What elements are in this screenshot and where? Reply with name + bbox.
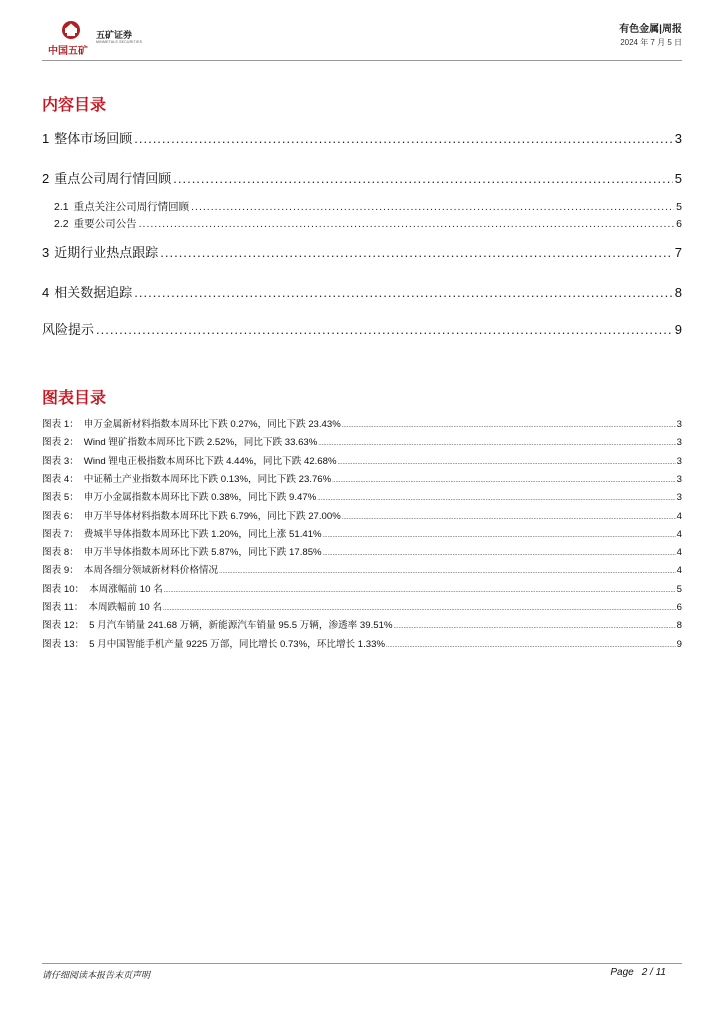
figure-entry-page: 5	[676, 583, 682, 595]
figure-entry-text: Wind 锂矿指数本周环比下跌 2.52%，同比下跌 33.63%	[83, 437, 318, 449]
toc-entry-page: 9	[674, 322, 682, 337]
toc-entry-1[interactable]	[42, 128, 682, 147]
figure-leader	[342, 515, 676, 521]
figure-entry-page: 4	[676, 547, 682, 559]
figure-entry-4[interactable]	[42, 471, 682, 485]
toc-entry-page: 6	[676, 218, 682, 230]
figure-entry-label: 图表 10：	[42, 583, 85, 595]
figure-leader	[323, 533, 676, 539]
figure-entry-5[interactable]	[42, 489, 682, 503]
footer-divider	[42, 963, 682, 964]
figure-leader	[317, 496, 675, 502]
minmetals-emblem-icon	[61, 20, 81, 40]
toc-leader	[96, 322, 673, 337]
page-indicator	[610, 967, 666, 978]
figure-entry-page: 3	[676, 473, 682, 485]
figure-entry-10[interactable]	[42, 581, 682, 595]
toc-entry-2[interactable]	[42, 168, 682, 187]
figure-entry-text: 申万金属新材料指数本周环比下跌 0.27%，同比下跌 23.43%	[83, 419, 341, 430]
report-date: 2024 年 7 月 5 日	[620, 38, 682, 47]
toc-entry-label: 重点关注公司周行情回顾	[73, 201, 190, 213]
toc-entry-label: 重要公司公告	[73, 218, 137, 230]
toc-entry-number: 1	[42, 131, 50, 146]
toc-entry-number: 3	[42, 245, 50, 260]
figure-entry-1[interactable]	[42, 416, 682, 430]
figure-entry-text: 申万半导体指数本周环比下跌 5.87%，同比下跌 17.85%	[83, 547, 322, 559]
figure-entry-page: 4	[676, 510, 682, 522]
figure-entry-12[interactable]	[42, 617, 682, 631]
page-word: Page	[610, 967, 634, 978]
figure-entry-11[interactable]	[42, 599, 682, 613]
figure-entry-page: 8	[676, 620, 682, 632]
figure-entry-13[interactable]	[42, 636, 682, 650]
figure-entry-page: 9	[676, 638, 682, 650]
figure-entry-8[interactable]	[42, 544, 682, 558]
figure-entry-text: 申万小金属指数本周环比下跌 0.38%，同比下跌 9.47%	[83, 492, 317, 504]
figure-entry-text: 本周各细分领域新材料价格情况	[83, 565, 219, 577]
toc-entry-label: 近期行业热点跟踪	[54, 245, 159, 260]
figure-entry-label: 图表 6：	[42, 510, 79, 522]
page-current: 2	[641, 967, 648, 978]
figure-entry-label: 图表 7：	[42, 528, 79, 540]
figure-entry-text: 本周涨幅前 10 名	[89, 583, 163, 595]
figure-entry-text: 中证稀土产业指数本周环比下跌 0.13%，同比下跌 23.76%	[83, 473, 332, 485]
figure-entry-page: 4	[676, 565, 682, 577]
figure-entry-7[interactable]	[42, 526, 682, 540]
toc-leader	[134, 131, 673, 146]
figure-entry-label: 图表 1：	[42, 419, 79, 430]
figure-entry-label: 图表 9：	[42, 565, 79, 577]
figure-leader	[342, 423, 676, 429]
logo-text-securities: 五矿证券	[96, 30, 133, 40]
toc-entry-2-2[interactable]	[42, 216, 682, 231]
toc-entry-page: 5	[674, 171, 682, 186]
toc-leader	[191, 201, 674, 213]
figure-leader	[332, 478, 676, 484]
figure-entry-text: 本周跌幅前 10 名	[88, 602, 162, 613]
toc-entry-page: 5	[676, 201, 682, 213]
toc-entry-risk[interactable]	[42, 319, 682, 338]
figure-leader	[219, 569, 676, 575]
toc-entry-label: 整体市场回顾	[54, 131, 133, 146]
toc-entry-3[interactable]	[42, 242, 682, 261]
figure-entry-label: 图表 3：	[42, 455, 79, 467]
figure-entry-label: 图表 5：	[42, 492, 79, 504]
page-separator: /	[650, 967, 653, 978]
logo-text-cn: 中国五矿	[48, 46, 88, 57]
toc-entry-number: 2.2	[54, 218, 69, 230]
figure-leader	[318, 441, 675, 447]
toc-entry-label: 风险提示	[42, 322, 95, 337]
page-header	[0, 0, 724, 60]
logo-text-securities-en: MINMETALS SECURITIES	[96, 40, 143, 44]
figure-leader	[386, 643, 676, 649]
figure-entry-3[interactable]	[42, 453, 682, 467]
toc-entry-page: 3	[674, 131, 682, 146]
footer-disclaimer: 请仔细阅读本报告末页声明	[42, 970, 151, 980]
figure-leader	[338, 460, 676, 466]
toc-entry-label: 重点公司周行情回顾	[54, 171, 172, 186]
figure-entry-page: 6	[676, 602, 682, 613]
toc-entry-page: 7	[674, 245, 682, 260]
figure-entry-page: 3	[676, 455, 682, 467]
figure-entry-9[interactable]	[42, 562, 682, 576]
toc-leader	[134, 285, 673, 300]
toc-leader	[139, 218, 675, 230]
header-divider	[42, 60, 682, 61]
figure-entry-text: 5 月中国智能手机产量 9225 万部，同比增长 0.73%，环比增长 1.33%	[89, 638, 386, 650]
toc-entry-number: 2	[42, 171, 50, 186]
figure-entry-6[interactable]	[42, 508, 682, 522]
figure-leader	[323, 551, 676, 557]
figure-entry-label: 图表 12：	[42, 620, 85, 632]
toc-entry-4[interactable]	[42, 282, 682, 301]
toc-entry-number: 2.1	[54, 201, 69, 213]
figure-entry-text: 费城半导体指数本周环比下跌 1.20%，同比上涨 51.41%	[83, 528, 322, 540]
figure-entry-page: 3	[676, 437, 682, 449]
company-logo	[46, 20, 146, 56]
figure-entry-label: 图表 13：	[42, 638, 85, 650]
page-total: 11	[655, 967, 666, 978]
figure-entry-label: 图表 2：	[42, 437, 79, 449]
figure-entry-text: 申万半导体材料指数本周环比下跌 6.79%，同比下跌 27.00%	[83, 510, 341, 522]
figure-entry-page: 4	[676, 528, 682, 540]
figure-entry-text: Wind 锂电正极指数本周环比下跌 4.44%，同比下跌 42.68%	[83, 455, 337, 467]
figure-entry-2[interactable]	[42, 434, 682, 448]
figure-leader	[164, 588, 676, 594]
figure-entry-label: 图表 11：	[42, 602, 84, 613]
toc-entry-number: 4	[42, 285, 50, 300]
toc-title: 内容目录	[42, 97, 107, 114]
figure-leader	[393, 624, 675, 630]
figure-entry-text: 5 月汽车销量 241.68 万辆，新能源汽车销量 95.5 万辆，渗透率 39.51%	[89, 620, 393, 632]
figure-entry-label: 图表 4：	[42, 473, 79, 485]
figure-entry-page: 3	[676, 492, 682, 504]
figure-leader	[163, 606, 676, 612]
figure-entry-label: 图表 8：	[42, 547, 79, 559]
toc-leader	[160, 245, 673, 260]
toc-leader	[173, 171, 673, 186]
toc-entry-page: 8	[674, 285, 682, 300]
figure-entry-page: 3	[676, 419, 682, 430]
figures-title: 图表目录	[42, 390, 107, 407]
toc-entry-label: 相关数据追踪	[54, 285, 133, 300]
report-category: 有色金属|周报	[619, 24, 682, 35]
toc-entry-2-1[interactable]	[42, 199, 682, 214]
